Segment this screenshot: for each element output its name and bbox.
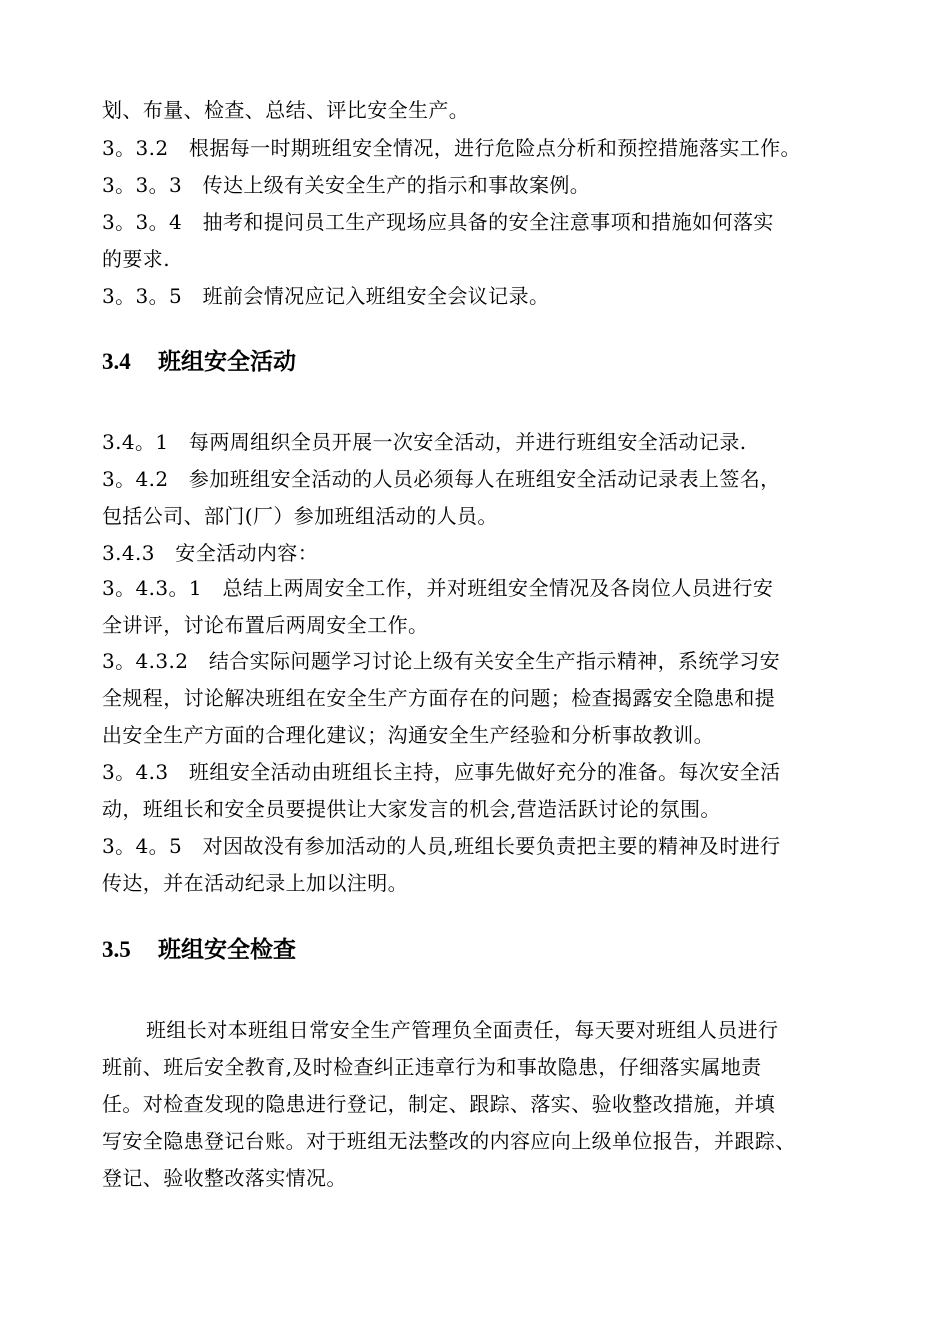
text-line: 传达，并在活动纪录上加以注明。 (102, 871, 408, 895)
text-line: 3。4.2 参加班组安全活动的人员必须每人在班组安全活动记录表上签名， (102, 467, 781, 491)
text-line: 3。3。4 抽考和提问员工生产现场应具备的安全注意事项和措施如何落实 (102, 210, 774, 234)
text-line: 登记、验收整改落实情况。 (102, 1166, 347, 1190)
section-heading-3-4 (102, 348, 296, 376)
text-line: 3.4.3 安全活动内容： (102, 541, 319, 565)
section-heading-3-5 (102, 936, 296, 964)
section-title: 班组安全检查 (158, 937, 296, 962)
text-line: 班前、班后安全教育,及时检查纠正违章行为和事故隐患，仔细落实属地责 (102, 1055, 762, 1079)
text-line: 3.4。1 每两周组织全员开展一次安全活动，并进行班组安全活动记录. (102, 430, 747, 454)
text-line: 3。4.3。1 总结上两周安全工作，并对班组安全情况及各岗位人员进行安 (102, 576, 774, 600)
text-line: 划、布量、检查、总结、评比安全生产。 (102, 98, 470, 122)
text-line: 出安全生产方面的合理化建议；沟通安全生产经验和分析事故教训。 (102, 723, 714, 747)
text-line: 动，班组长和安全员要提供让大家发言的机会,营造活跃讨论的氛围。 (102, 797, 721, 821)
text-line: 3。3.2 根据每一时期班组安全情况，进行危险点分析和预控措施落实工作。 (102, 136, 801, 160)
text-line: 3。3。3 传达上级有关安全生产的指示和事故案例。 (102, 173, 591, 197)
text-line: 3。4.3.2 结合实际问题学习讨论上级有关安全生产指示精神，系统学习安 (102, 649, 781, 673)
text-line: 3。4。5 对因故没有参加活动的人员,班组长要负责把主要的精神及时进行 (102, 834, 781, 858)
text-line: 包括公司、部门(厂）参加班组活动的人员。 (102, 504, 498, 528)
section-number: 3.5 (102, 937, 131, 962)
text-line: 全讲评，讨论布置后两周安全工作。 (102, 613, 429, 637)
section-title: 班组安全活动 (158, 349, 296, 374)
text-line: 的要求. (102, 247, 170, 271)
text-line: 全规程，讨论解决班组在安全生产方面存在的问题；检查揭露安全隐患和提 (102, 686, 776, 710)
text-line: 班组长对本班组日常安全生产管理负全面责任，每天要对班组人员进行 (146, 1018, 779, 1042)
text-line: 任。对检查发现的隐患进行登记，制定、跟踪、落实、验收整改措施，并填 (102, 1092, 776, 1116)
text-line: 3。4.3 班组安全活动由班组长主持，应事先做好充分的准备。每次安全活 (102, 760, 781, 784)
text-line: 3。3。5 班前会情况应记入班组安全会议记录。 (102, 284, 550, 308)
text-line: 写安全隐患登记台账。对于班组无法整改的内容应向上级单位报告，并跟踪、 (102, 1129, 796, 1153)
section-number: 3.4 (102, 349, 131, 374)
